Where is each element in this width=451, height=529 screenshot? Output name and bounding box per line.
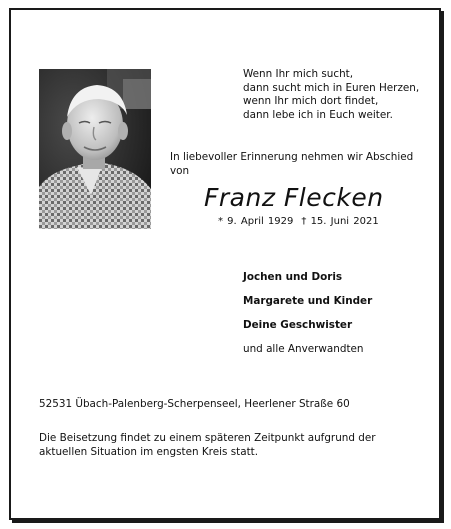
- life-dates: [218, 216, 379, 227]
- intro-text: In liebevoller Erinnerung nehmen wir Abschied von: [170, 151, 414, 177]
- poem: [243, 68, 419, 122]
- mourner-entry: und alle Anverwandten: [243, 343, 364, 355]
- mourner-entry: Deine Geschwister: [243, 319, 353, 331]
- poem-line: Wenn Ihr mich sucht,: [243, 68, 354, 80]
- death-date: † 15. Juni 2021: [301, 216, 379, 227]
- deceased-name: Franz Flecken: [204, 183, 384, 212]
- address: 52531 Übach-Palenberg-Scherpenseel, Heerlener Straße 60: [39, 398, 350, 410]
- birth-date: * 9. April 1929: [218, 216, 294, 227]
- portrait-photo: [39, 69, 151, 229]
- mourner-entry: Jochen und Doris: [243, 271, 343, 283]
- poem-line: dann lebe ich in Euch weiter.: [243, 108, 393, 121]
- poem-line: dann sucht mich in Euren Herzen,: [243, 81, 420, 94]
- poem-line: wenn Ihr mich dort findet,: [243, 95, 379, 107]
- funeral-notice: Die Beisetzung findet zu einem späteren Zeitpunkt aufgrund der aktuellen Situation im engsten Kreis statt.: [39, 432, 376, 458]
- mourner-entry: Margarete und Kinder: [243, 295, 373, 307]
